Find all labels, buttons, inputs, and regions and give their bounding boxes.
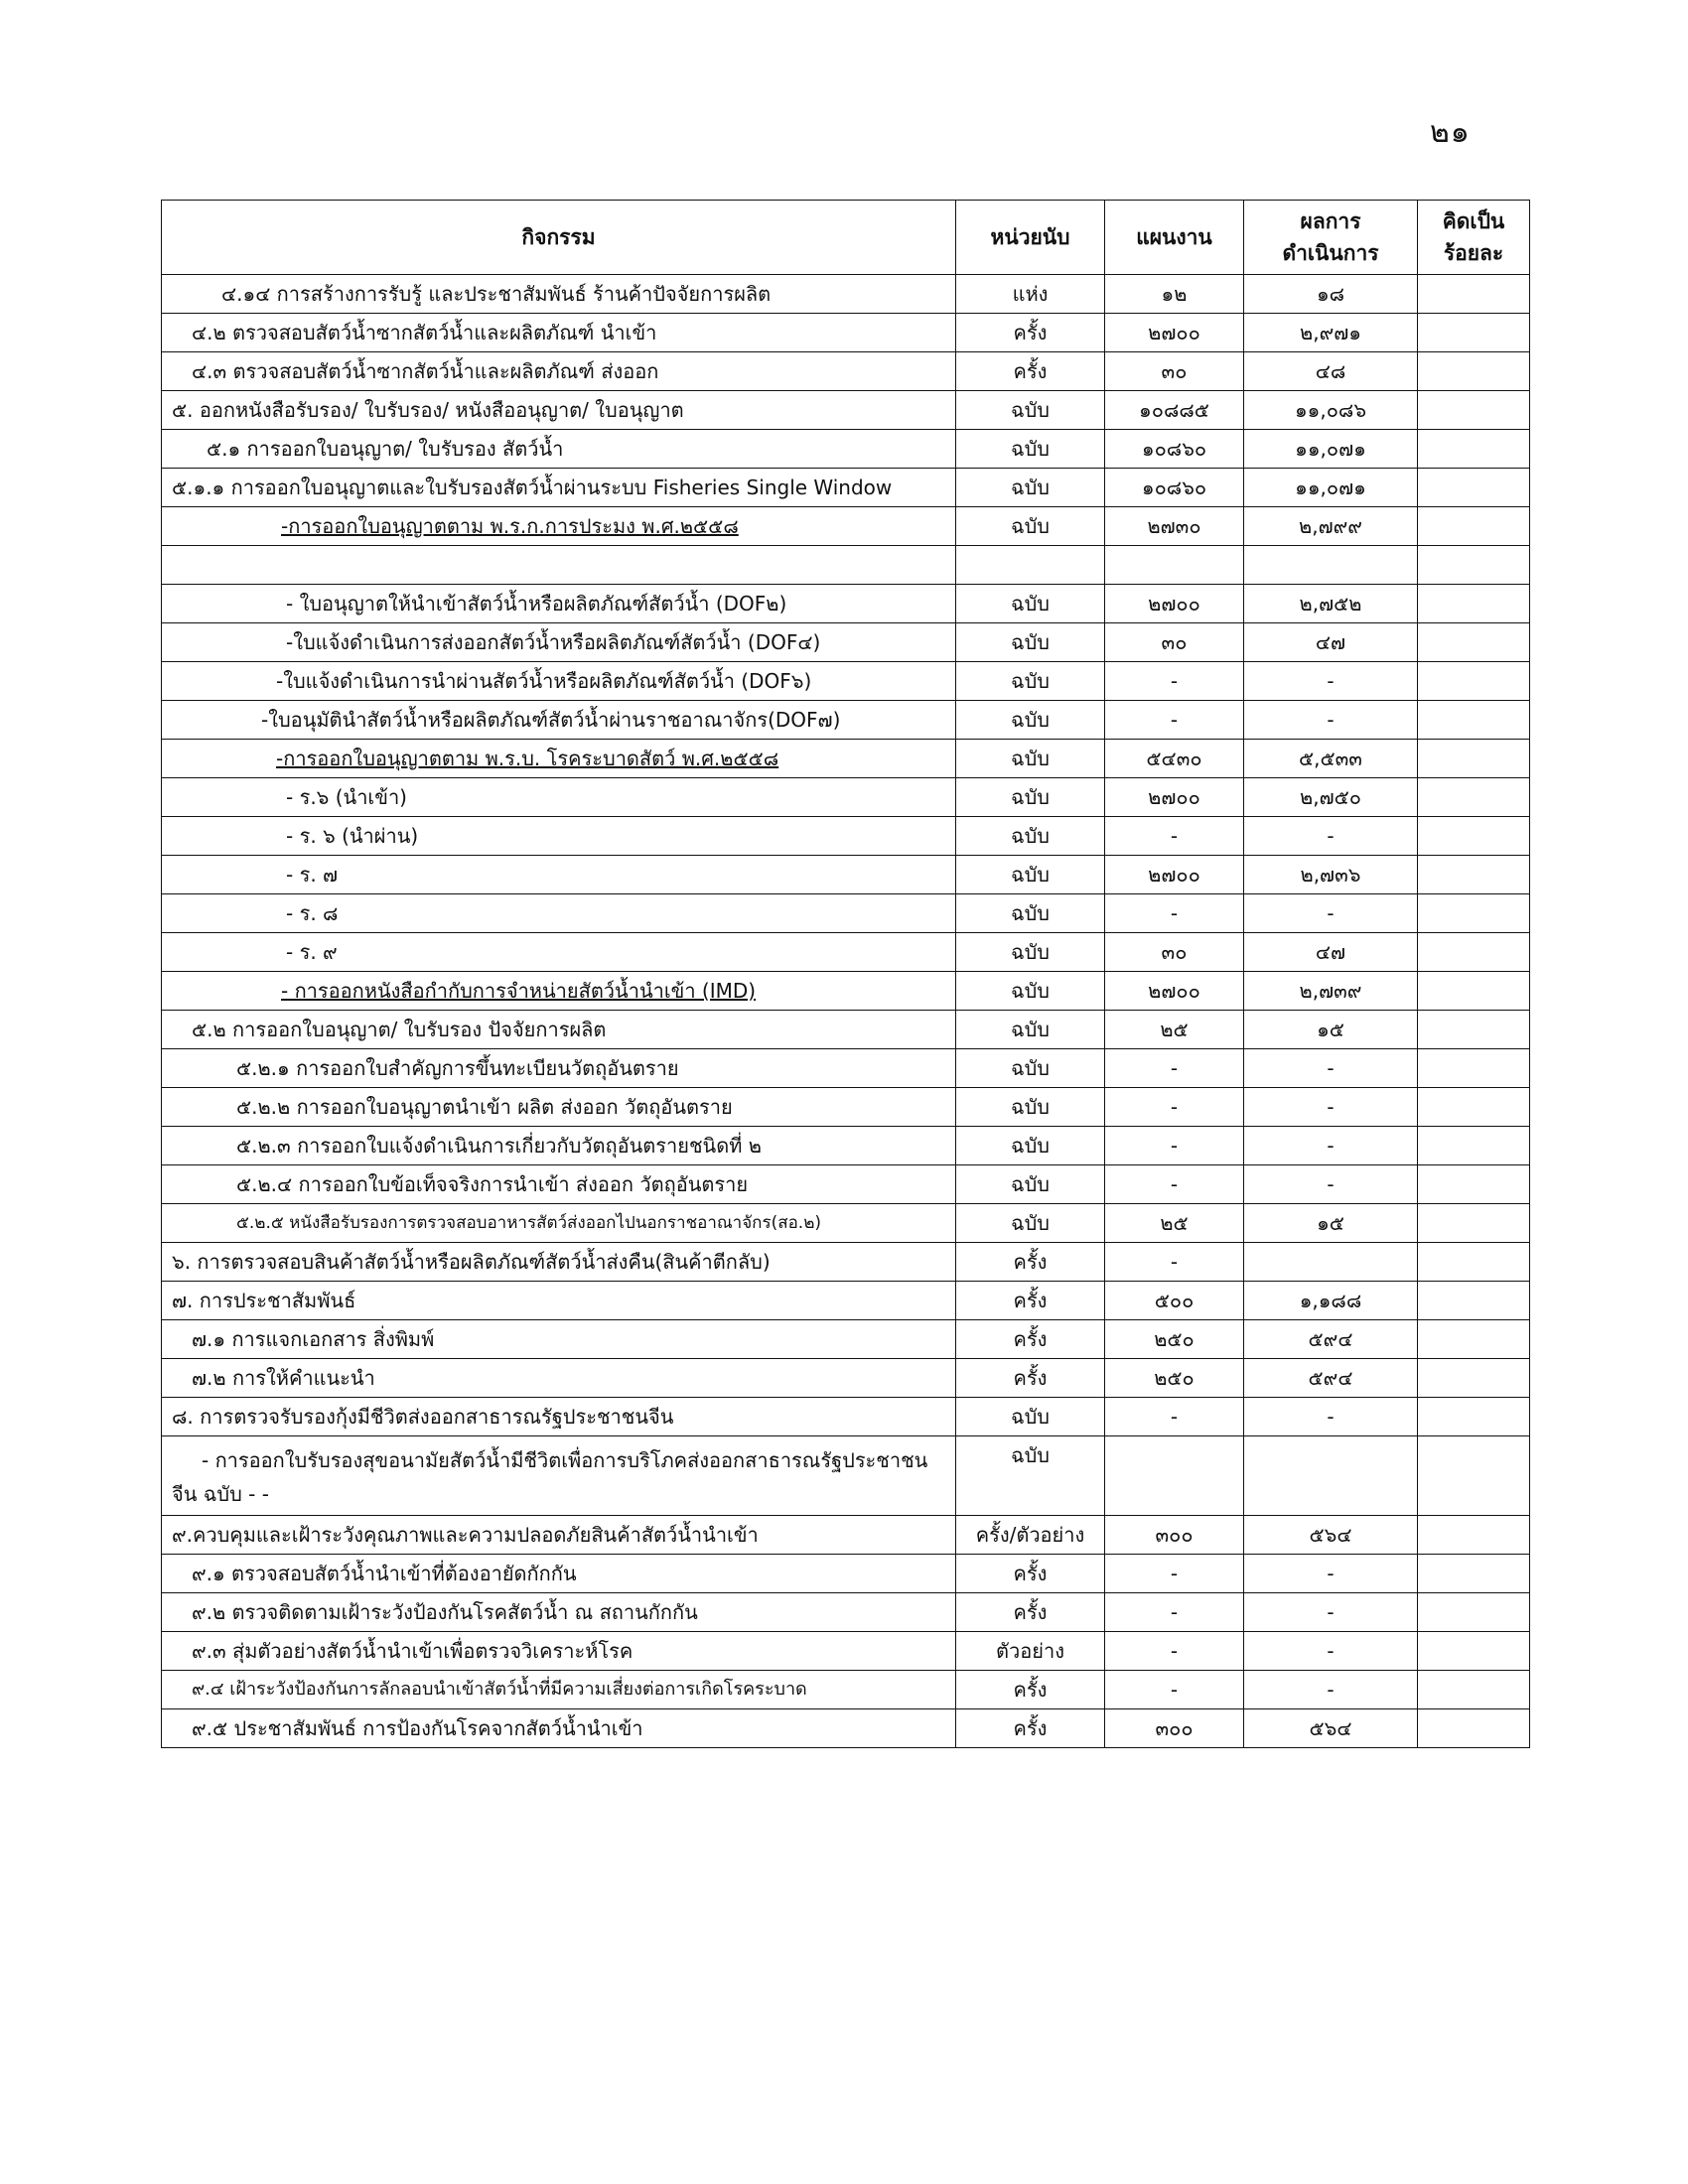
unit-cell: ฉบับ xyxy=(956,1011,1105,1049)
activity-text: - การออกหนังสือกำกับการจำหน่ายสัตว์น้ำนำเข้า (IMD) xyxy=(281,979,757,1003)
plan-cell: ๓๐๐ xyxy=(1105,1516,1244,1555)
plan-cell: ๒๗๓๐ xyxy=(1105,507,1244,546)
activity-cell: ๕.๑ การออกใบอนุญาต/ ใบรับรอง สัตว์น้ำ xyxy=(162,430,956,469)
unit-cell: ฉบับ xyxy=(956,894,1105,933)
table-row xyxy=(162,972,1530,1011)
activity-cell: ๔.๑๔ การสร้างการรับรู้ และประชาสัมพันธ์ ร้านค้าปัจจัยการผลิต xyxy=(162,275,956,314)
table-row xyxy=(162,1165,1530,1204)
page-number: ๒๑ xyxy=(1430,115,1471,150)
activity-cell: ๖. การตรวจสอบสินค้าสัตว์น้ำหรือผลิตภัณฑ์สัตว์น้ำส่งคืน(สินค้าตีกลับ) xyxy=(162,1243,956,1282)
unit-cell: แห่ง xyxy=(956,275,1105,314)
result-cell: ๒,๗๓๙ xyxy=(1244,972,1418,1011)
percent-cell xyxy=(1418,933,1530,972)
result-cell: - xyxy=(1244,701,1418,740)
result-cell: ๒,๗๕๒ xyxy=(1244,585,1418,623)
plan-cell: - xyxy=(1105,662,1244,701)
table-row xyxy=(162,817,1530,856)
table-row xyxy=(162,1359,1530,1398)
activity-cell: ๕.๒.๑ การออกใบสำคัญการขึ้นทะเบียนวัตถุอันตราย xyxy=(162,1049,956,1088)
unit-cell: ฉบับ xyxy=(956,740,1105,778)
result-cell xyxy=(1244,546,1418,585)
unit-cell: ฉบับ xyxy=(956,662,1105,701)
unit-cell: ฉบับ xyxy=(956,1127,1105,1165)
unit-cell: ครั้ง xyxy=(956,1671,1105,1709)
percent-cell xyxy=(1418,740,1530,778)
result-cell: ๑,๑๘๘ xyxy=(1244,1282,1418,1320)
plan-cell: - xyxy=(1105,1671,1244,1709)
activity-cell: ๕.๒.๓ การออกใบแจ้งดำเนินการเกี่ยวกับวัตถุอันตรายชนิดที่ ๒ xyxy=(162,1127,956,1165)
table-row xyxy=(162,1593,1530,1632)
activity-cell: - ร. ๖ (นำผ่าน) xyxy=(162,817,956,856)
header-result-line2: ดำเนินการ xyxy=(1282,241,1379,265)
result-cell: ๔๘ xyxy=(1244,352,1418,391)
unit-cell: ฉบับ xyxy=(956,391,1105,430)
percent-cell xyxy=(1418,817,1530,856)
percent-cell xyxy=(1418,469,1530,507)
result-cell: ๕๖๔ xyxy=(1244,1709,1418,1748)
percent-cell xyxy=(1418,314,1530,352)
plan-cell: ๕๔๓๐ xyxy=(1105,740,1244,778)
unit-cell: ฉบับ xyxy=(956,585,1105,623)
unit-cell: ครั้ง xyxy=(956,1243,1105,1282)
unit-cell: ฉบับ xyxy=(956,1088,1105,1127)
table-row xyxy=(162,1243,1530,1282)
header-result-line1: ผลการ xyxy=(1300,209,1361,233)
plan-cell: ๒๗๐๐ xyxy=(1105,972,1244,1011)
activity-text: -การออกใบอนุญาตตาม พ.ร.ก.การประมง พ.ศ.๒๕๕๘ xyxy=(281,514,739,538)
result-cell: - xyxy=(1244,1088,1418,1127)
activity-cell: ๙.๔ เฝ้าระวังป้องกันการลักลอบนำเข้าสัตว์น้ำที่มีความเสี่ยงต่อการเกิดโรคระบาด xyxy=(162,1671,956,1709)
percent-cell xyxy=(1418,1049,1530,1088)
result-cell: ๒,๙๗๑ xyxy=(1244,314,1418,352)
percent-cell xyxy=(1418,1359,1530,1398)
percent-cell xyxy=(1418,1593,1530,1632)
activity-cell: ๗. การประชาสัมพันธ์ xyxy=(162,1282,956,1320)
percent-cell xyxy=(1418,623,1530,662)
percent-cell xyxy=(1418,1398,1530,1436)
plan-cell: ๓๐ xyxy=(1105,623,1244,662)
plan-cell: ๕๐๐ xyxy=(1105,1282,1244,1320)
percent-cell xyxy=(1418,1436,1530,1516)
result-cell: - xyxy=(1244,1671,1418,1709)
plan-cell xyxy=(1105,546,1244,585)
plan-cell: - xyxy=(1105,1049,1244,1088)
activity-cell: ๙.๓ สุ่มตัวอย่างสัตว์น้ำนำเข้าเพื่อตรวจวิเคราะห์โรค xyxy=(162,1632,956,1671)
unit-cell: ครั้ง xyxy=(956,1282,1105,1320)
activity-cell: ๙.๑ ตรวจสอบสัตว์น้ำนำเข้าที่ต้องอายัดกักกัน xyxy=(162,1555,956,1593)
result-cell: - xyxy=(1244,1555,1418,1593)
result-cell: - xyxy=(1244,1049,1418,1088)
activity-cell: ๗.๑ การแจกเอกสาร สิ่งพิมพ์ xyxy=(162,1320,956,1359)
plan-cell: ๓๐ xyxy=(1105,352,1244,391)
percent-cell xyxy=(1418,1127,1530,1165)
plan-cell: - xyxy=(1105,1127,1244,1165)
percent-cell xyxy=(1418,1516,1530,1555)
plan-cell: - xyxy=(1105,1165,1244,1204)
percent-cell xyxy=(1418,1555,1530,1593)
table-row xyxy=(162,1709,1530,1748)
plan-cell: ๒๕ xyxy=(1105,1204,1244,1243)
plan-cell: ๑๐๘๘๕ xyxy=(1105,391,1244,430)
table-row xyxy=(162,740,1530,778)
result-cell: ๒,๗๙๙ xyxy=(1244,507,1418,546)
unit-cell: ครั้ง xyxy=(956,1555,1105,1593)
unit-cell: ครั้ง/ตัวอย่าง xyxy=(956,1516,1105,1555)
unit-cell: ฉบับ xyxy=(956,623,1105,662)
percent-cell xyxy=(1418,546,1530,585)
plan-cell: ๒๗๐๐ xyxy=(1105,778,1244,817)
plan-cell: ๒๗๐๐ xyxy=(1105,585,1244,623)
table-row xyxy=(162,894,1530,933)
result-cell: ๕๙๔ xyxy=(1244,1320,1418,1359)
table-row xyxy=(162,1127,1530,1165)
result-cell: - xyxy=(1244,662,1418,701)
percent-cell xyxy=(1418,1165,1530,1204)
header-activity: กิจกรรม xyxy=(162,201,956,275)
unit-cell: ฉบับ xyxy=(956,817,1105,856)
unit-cell: ฉบับ xyxy=(956,1436,1105,1516)
result-cell: - xyxy=(1244,1127,1418,1165)
result-cell: ๑๑,๐๗๑ xyxy=(1244,469,1418,507)
plan-cell: ๒๕ xyxy=(1105,1011,1244,1049)
table-row xyxy=(162,1049,1530,1088)
plan-cell: - xyxy=(1105,1398,1244,1436)
result-cell: - xyxy=(1244,1165,1418,1204)
table-row xyxy=(162,314,1530,352)
table-row xyxy=(162,1320,1530,1359)
table-row xyxy=(162,1555,1530,1593)
percent-cell xyxy=(1418,778,1530,817)
result-cell: - xyxy=(1244,894,1418,933)
unit-cell: ครั้ง xyxy=(956,1709,1105,1748)
result-cell: ๒,๗๕๐ xyxy=(1244,778,1418,817)
plan-cell: ๒๕๐ xyxy=(1105,1359,1244,1398)
unit-cell xyxy=(956,546,1105,585)
header-plan: แผนงาน xyxy=(1105,201,1244,275)
unit-cell: ฉบับ xyxy=(956,1398,1105,1436)
table-row xyxy=(162,662,1530,701)
percent-cell xyxy=(1418,391,1530,430)
activity-cell xyxy=(162,972,956,1011)
unit-cell: ฉบับ xyxy=(956,1049,1105,1088)
result-cell: ๕,๕๓๓ xyxy=(1244,740,1418,778)
plan-cell: ๓๐๐ xyxy=(1105,1709,1244,1748)
table-row xyxy=(162,275,1530,314)
percent-cell xyxy=(1418,1204,1530,1243)
plan-cell: - xyxy=(1105,1632,1244,1671)
unit-cell: ฉบับ xyxy=(956,469,1105,507)
unit-cell: ตัวอย่าง xyxy=(956,1632,1105,1671)
unit-cell: ฉบับ xyxy=(956,972,1105,1011)
activity-report-table xyxy=(161,200,1530,1748)
table-row xyxy=(162,430,1530,469)
percent-cell xyxy=(1418,430,1530,469)
plan-cell: ๑๐๘๖๐ xyxy=(1105,430,1244,469)
activity-cell: ๙.๒ ตรวจติดตามเฝ้าระวังป้องกันโรคสัตว์น้ำ ณ สถานกักกัน xyxy=(162,1593,956,1632)
activity-cell: ๙.๕ ประชาสัมพันธ์ การป้องกันโรคจากสัตว์น้ำนำเข้า xyxy=(162,1709,956,1748)
header-percent-line1: คิดเป็น xyxy=(1442,209,1505,233)
plan-cell: - xyxy=(1105,1593,1244,1632)
unit-cell: ฉบับ xyxy=(956,701,1105,740)
result-cell: ๔๗ xyxy=(1244,623,1418,662)
activity-cell: - ร. ๗ xyxy=(162,856,956,894)
plan-cell: ๒๕๐ xyxy=(1105,1320,1244,1359)
plan-cell: - xyxy=(1105,817,1244,856)
percent-cell xyxy=(1418,1243,1530,1282)
table-row xyxy=(162,585,1530,623)
activity-cell: - ร. ๘ xyxy=(162,894,956,933)
activity-cell: ๕.๒ การออกใบอนุญาต/ ใบรับรอง ปัจจัยการผลิต xyxy=(162,1011,956,1049)
plan-cell: ๒๗๐๐ xyxy=(1105,856,1244,894)
table-row xyxy=(162,1516,1530,1555)
result-cell: - xyxy=(1244,1398,1418,1436)
unit-cell: ครั้ง xyxy=(956,314,1105,352)
table-row xyxy=(162,933,1530,972)
percent-cell xyxy=(1418,662,1530,701)
activity-cell: -ใบแจ้งดำเนินการส่งออกสัตว์น้ำหรือผลิตภัณฑ์สัตว์น้ำ (DOF๔) xyxy=(162,623,956,662)
table-row xyxy=(162,701,1530,740)
percent-cell xyxy=(1418,1011,1530,1049)
activity-cell xyxy=(162,546,956,585)
activity-cell: - ใบอนุญาตให้นำเข้าสัตว์น้ำหรือผลิตภัณฑ์สัตว์น้ำ (DOF๒) xyxy=(162,585,956,623)
plan-cell xyxy=(1105,1436,1244,1516)
result-cell: - xyxy=(1244,1593,1418,1632)
table-row xyxy=(162,1436,1530,1516)
table-row xyxy=(162,1011,1530,1049)
activity-cell: ๔.๓ ตรวจสอบสัตว์น้ำซากสัตว์น้ำและผลิตภัณฑ์ ส่งออก xyxy=(162,352,956,391)
activity-text: -การออกใบอนุญาตตาม พ.ร.บ. โรคระบาดสัตว์ พ.ศ.๒๕๕๘ xyxy=(276,747,779,770)
table-row xyxy=(162,546,1530,585)
activity-cell xyxy=(162,740,956,778)
table-row xyxy=(162,1398,1530,1436)
activity-cell: ๕. ออกหนังสือรับรอง/ ใบรับรอง/ หนังสืออนุญาต/ ใบอนุญาต xyxy=(162,391,956,430)
table-row xyxy=(162,856,1530,894)
result-cell: ๕๖๔ xyxy=(1244,1516,1418,1555)
activity-cell: - ร. ๙ xyxy=(162,933,956,972)
unit-cell: ครั้ง xyxy=(956,1593,1105,1632)
result-cell: - xyxy=(1244,817,1418,856)
header-percent-line2: ร้อยละ xyxy=(1443,241,1504,265)
activity-cell: ๕.๒.๕ หนังสือรับรองการตรวจสอบอาหารสัตว์ส่งออกไปนอกราชอาณาจักร(สอ.๒) xyxy=(162,1204,956,1243)
unit-cell: ฉบับ xyxy=(956,856,1105,894)
table-row xyxy=(162,1671,1530,1709)
table-row xyxy=(162,352,1530,391)
percent-cell xyxy=(1418,352,1530,391)
unit-cell: ฉบับ xyxy=(956,430,1105,469)
table-row xyxy=(162,391,1530,430)
result-cell: ๑๕ xyxy=(1244,1011,1418,1049)
plan-cell: - xyxy=(1105,1088,1244,1127)
percent-cell xyxy=(1418,1088,1530,1127)
plan-cell: ๑๐๘๖๐ xyxy=(1105,469,1244,507)
result-cell: ๑๑,๐๘๖ xyxy=(1244,391,1418,430)
table-row xyxy=(162,1282,1530,1320)
percent-cell xyxy=(1418,701,1530,740)
unit-cell: ครั้ง xyxy=(956,1359,1105,1398)
activity-cell: ๕.๒.๒ การออกใบอนุญาตนำเข้า ผลิต ส่งออก วัตถุอันตราย xyxy=(162,1088,956,1127)
table-header-row xyxy=(162,201,1530,275)
percent-cell xyxy=(1418,972,1530,1011)
plan-cell: - xyxy=(1105,1243,1244,1282)
plan-cell: ๒๗๐๐ xyxy=(1105,314,1244,352)
table-row xyxy=(162,623,1530,662)
header-percent xyxy=(1418,201,1530,275)
result-cell: ๑๕ xyxy=(1244,1204,1418,1243)
activity-cell: ๙.ควบคุมและเฝ้าระวังคุณภาพและความปลอดภัยสินค้าสัตว์น้ำนำเข้า xyxy=(162,1516,956,1555)
unit-cell: ครั้ง xyxy=(956,1320,1105,1359)
result-cell xyxy=(1244,1436,1418,1516)
percent-cell xyxy=(1418,585,1530,623)
activity-cell: ๕.๒.๔ การออกใบข้อเท็จจริงการนำเข้า ส่งออก วัตถุอันตราย xyxy=(162,1165,956,1204)
percent-cell xyxy=(1418,1632,1530,1671)
percent-cell xyxy=(1418,1709,1530,1748)
percent-cell xyxy=(1418,1282,1530,1320)
header-result xyxy=(1244,201,1418,275)
table-row xyxy=(162,469,1530,507)
result-cell xyxy=(1244,1243,1418,1282)
plan-cell: - xyxy=(1105,894,1244,933)
unit-cell: ฉบับ xyxy=(956,507,1105,546)
activity-cell: ๔.๒ ตรวจสอบสัตว์น้ำซากสัตว์น้ำและผลิตภัณฑ์ นำเข้า xyxy=(162,314,956,352)
table-row xyxy=(162,778,1530,817)
activity-cell: -ใบอนุมัตินำสัตว์น้ำหรือผลิตภัณฑ์สัตว์น้ำผ่านราชอาณาจักร(DOF๗) xyxy=(162,701,956,740)
table-row xyxy=(162,1204,1530,1243)
result-cell: ๕๙๔ xyxy=(1244,1359,1418,1398)
activity-cell: ๘. การตรวจรับรองกุ้งมีชีวิตส่งออกสาธารณรัฐประชาชนจีน xyxy=(162,1398,956,1436)
unit-cell: ฉบับ xyxy=(956,778,1105,817)
activity-cell xyxy=(162,507,956,546)
activity-cell: - การออกใบรับรองสุขอนามัยสัตว์น้ำมีชีวิตเพื่อการบริโภคส่งออกสาธารณรัฐประชาชนจีน ฉบับ - - xyxy=(162,1436,956,1516)
percent-cell xyxy=(1418,1320,1530,1359)
result-cell: ๑๑,๐๗๑ xyxy=(1244,430,1418,469)
plan-cell: - xyxy=(1105,701,1244,740)
percent-cell xyxy=(1418,275,1530,314)
result-cell: ๒,๗๓๖ xyxy=(1244,856,1418,894)
table-row xyxy=(162,1632,1530,1671)
table-row xyxy=(162,1088,1530,1127)
header-unit: หน่วยนับ xyxy=(956,201,1105,275)
plan-cell: ๑๒ xyxy=(1105,275,1244,314)
percent-cell xyxy=(1418,856,1530,894)
unit-cell: ครั้ง xyxy=(956,352,1105,391)
result-cell: - xyxy=(1244,1632,1418,1671)
result-cell: ๔๗ xyxy=(1244,933,1418,972)
percent-cell xyxy=(1418,894,1530,933)
result-cell: ๑๘ xyxy=(1244,275,1418,314)
activity-cell: ๗.๒ การให้คำแนะนำ xyxy=(162,1359,956,1398)
unit-cell: ฉบับ xyxy=(956,1204,1105,1243)
activity-cell: ๕.๑.๑ การออกใบอนุญาตและใบรับรองสัตว์น้ำผ่านระบบ Fisheries Single Window xyxy=(162,469,956,507)
table-row xyxy=(162,507,1530,546)
percent-cell xyxy=(1418,1671,1530,1709)
percent-cell xyxy=(1418,507,1530,546)
activity-cell: - ร.๖ (นำเข้า) xyxy=(162,778,956,817)
activity-cell: -ใบแจ้งดำเนินการนำผ่านสัตว์น้ำหรือผลิตภัณฑ์สัตว์น้ำ (DOF๖) xyxy=(162,662,956,701)
unit-cell: ฉบับ xyxy=(956,933,1105,972)
plan-cell: ๓๐ xyxy=(1105,933,1244,972)
unit-cell: ฉบับ xyxy=(956,1165,1105,1204)
plan-cell: - xyxy=(1105,1555,1244,1593)
